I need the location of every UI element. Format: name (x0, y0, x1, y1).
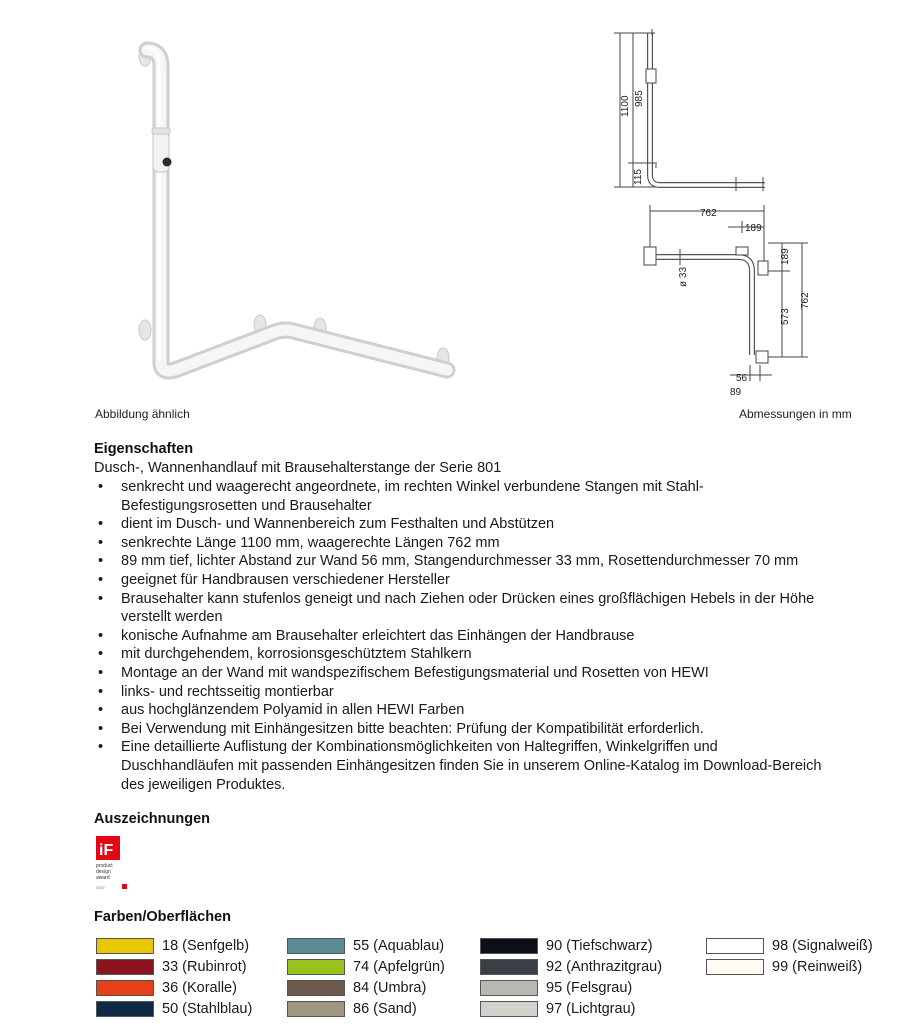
list-item: • senkrecht und waagerecht angeordnete, im rechten Winkel verbundene Stangen mit Stahl- Befestigungsrosetten und Brausehalter (94, 478, 909, 515)
dimension-drawing (600, 25, 820, 385)
swatch-90[interactable] (480, 935, 653, 956)
swatch-label: 36 (Koralle) (162, 979, 237, 996)
swatch-50[interactable] (96, 998, 252, 1019)
swatch-label: 92 (Anthrazitgrau) (546, 958, 663, 975)
dim-115: 115 (633, 169, 644, 185)
list-item: • dient im Dusch- und Wannenbereich zum Festhalten und Abstützen (94, 515, 909, 534)
if-badge-year: 2007 (96, 885, 105, 890)
swatch-label: 84 (Umbra) (353, 979, 427, 996)
properties-heading: Eigenschaften (94, 441, 194, 457)
if-badge-line3: award (96, 875, 110, 881)
swatch-chip (480, 938, 538, 954)
dim-762-top: 762 (700, 208, 717, 219)
swatch-label: 95 (Felsgrau) (546, 979, 633, 996)
swatch-33[interactable] (96, 956, 247, 977)
properties-list (94, 478, 909, 794)
swatch-label: 97 (Lichtgrau) (546, 1000, 636, 1017)
dim-ø33: ø 33 (678, 266, 689, 287)
swatch-chip (96, 980, 154, 996)
dim-189-top: 189 (745, 223, 762, 234)
product-image-caption: Abbildung ähnlich (95, 407, 190, 421)
swatch-chip (96, 959, 154, 975)
list-item: • Eine detaillierte Auflistung der Kombinationsmöglichkeiten von Haltegriffen, Winkelgriffen und Duschhandläufen mit passenden Einhängesitzen finden Sie in unserem Online-Katalog im Download-Bereich des jeweiligen Produktes. (94, 738, 909, 794)
swatch-92[interactable] (480, 956, 662, 977)
dim-573: 573 (780, 308, 791, 325)
if-badge-line1: product (96, 863, 113, 869)
swatch-chip (287, 980, 345, 996)
swatch-95[interactable] (480, 977, 632, 998)
swatch-98[interactable] (706, 935, 873, 956)
swatch-86[interactable] (287, 998, 417, 1019)
dim-1100: 1100 (620, 95, 631, 117)
colors-heading: Farben/Oberflächen (94, 909, 231, 925)
list-item: • 89 mm tief, lichter Abstand zur Wand 56 mm, Stangendurchmesser 33 mm, Rosettendurchmesser 70 mm (94, 552, 909, 571)
swatch-label: 50 (Stahlblau) (162, 1000, 253, 1017)
swatch-label: 90 (Tiefschwarz) (546, 937, 653, 954)
swatch-84[interactable] (287, 977, 426, 998)
dim-89: 89 (730, 387, 742, 398)
swatch-label: 98 (Signalweiß) (772, 937, 873, 954)
swatch-chip (96, 1001, 154, 1017)
product-image (125, 40, 465, 385)
swatch-label: 33 (Rubinrot) (162, 958, 247, 975)
list-item: • konische Aufnahme am Brausehalter erleichtert das Einhängen der Handbrause (94, 627, 909, 646)
list-item: • senkrechte Länge 1100 mm, waagerechte Längen 762 mm (94, 534, 909, 553)
list-item: • geeignet für Handbrausen verschiedener Hersteller (94, 571, 909, 590)
dim-762-right: 762 (800, 292, 811, 309)
swatch-chip (287, 938, 345, 954)
dimension-drawing-bottom (726, 385, 786, 401)
swatch-36[interactable] (96, 977, 237, 998)
awards-heading: Auszeichnungen (94, 811, 211, 827)
swatch-chip (706, 938, 764, 954)
if-award-badge (96, 836, 132, 892)
dim-985: 985 (634, 90, 645, 107)
list-item: • links- und rechtsseitig montierbar (94, 683, 909, 702)
swatch-55[interactable] (287, 935, 444, 956)
swatch-chip (96, 938, 154, 954)
swatch-label: 18 (Senfgelb) (162, 937, 250, 954)
list-item: • Bei Verwendung mit Einhängesitzen bitte beachten: Prüfung der Kompatibilität erforderlich. (94, 720, 909, 739)
swatch-97[interactable] (480, 998, 635, 1019)
list-item: • aus hochglänzendem Polyamid in allen HEWI Farben (94, 701, 909, 720)
swatch-18[interactable] (96, 935, 249, 956)
properties-intro: Dusch-, Wannenhandlauf mit Brausehalterstange der Serie 801 (94, 460, 502, 476)
if-badge-line2: design (96, 869, 111, 875)
dim-56: 56 (736, 373, 748, 384)
swatch-74[interactable] (287, 956, 445, 977)
swatch-chip (480, 980, 538, 996)
color-swatch-grid (96, 935, 896, 1019)
dim-189-right: 189 (780, 248, 791, 265)
list-item: • Brausehalter kann stufenlos geneigt und nach Ziehen oder Drücken eines großflächigen Hebels in der Höhe verstellt werden (94, 590, 909, 627)
swatch-chip (706, 959, 764, 975)
swatch-label: 99 (Reinweiß) (772, 958, 863, 975)
swatch-99[interactable] (706, 956, 862, 977)
swatch-label: 55 (Aquablau) (353, 937, 445, 954)
swatch-chip (480, 1001, 538, 1017)
if-logo: iF (99, 842, 114, 859)
swatch-label: 86 (Sand) (353, 1000, 417, 1017)
swatch-label: 74 (Apfelgrün) (353, 958, 445, 975)
swatch-chip (287, 959, 345, 975)
dimension-drawing-caption: Abmessungen in mm (739, 407, 852, 421)
swatch-chip (480, 959, 538, 975)
swatch-chip (287, 1001, 345, 1017)
list-item: • mit durchgehendem, korrosionsgeschütztem Stahlkern (94, 645, 909, 664)
list-item: • Montage an der Wand mit wandspezifischem Befestigungsmaterial und Rosetten von HEWI (94, 664, 909, 683)
